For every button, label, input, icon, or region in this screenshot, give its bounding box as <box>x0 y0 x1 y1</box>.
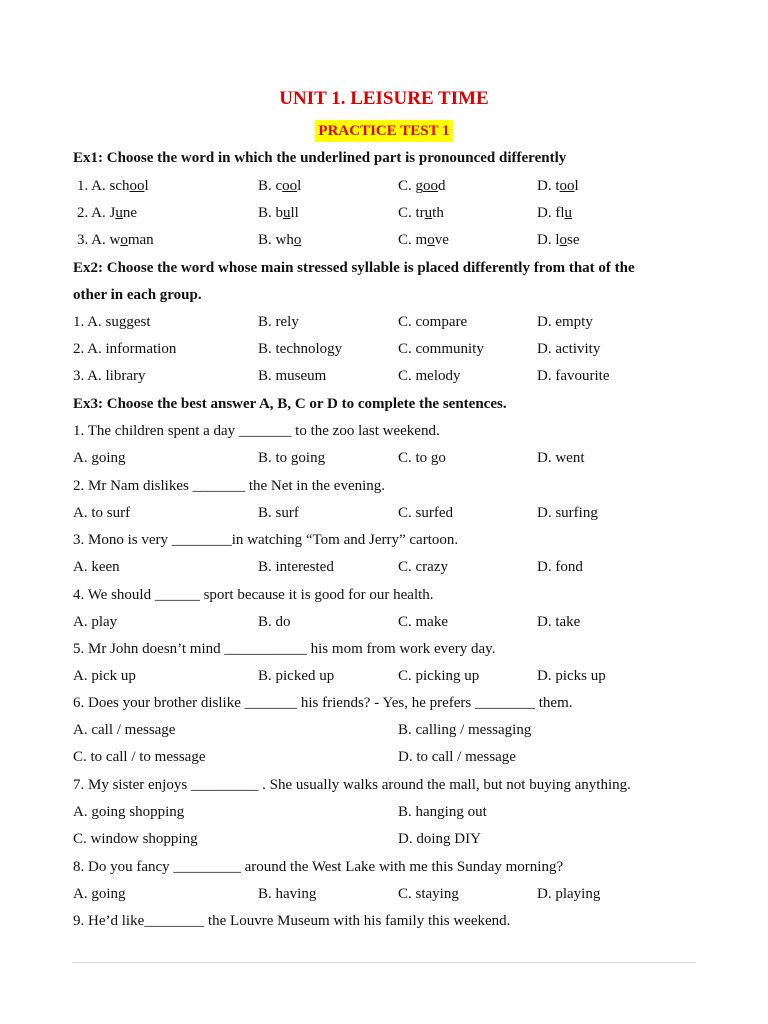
question-text: 7. My sister enjoys _________ . She usually walks around the mall, but not buying anything. <box>73 777 631 793</box>
answer-option: B. to going <box>258 450 326 466</box>
option-text: ne <box>122 205 138 221</box>
ex2-option: D. favourite <box>537 368 610 384</box>
underlined-part: oo <box>423 178 439 194</box>
option-text: B. wh <box>258 232 294 248</box>
ex2-option: 1. A. suggest <box>73 314 151 330</box>
ex2-heading-line2: other in each group. <box>73 287 202 303</box>
answer-option: D. take <box>537 614 581 630</box>
option-text: C. m <box>398 232 428 248</box>
answer-option: D. surfing <box>537 505 598 521</box>
ex2-option: 3. A. library <box>73 368 146 384</box>
underlined-part: oo <box>282 178 298 194</box>
answer-option: A. to surf <box>73 505 131 521</box>
footer-divider <box>72 962 696 963</box>
answer-option: A. call / message <box>73 722 176 738</box>
answer-option: C. staying <box>398 886 459 902</box>
question-text: 8. Do you fancy _________ around the West Lake with me this Sunday morning? <box>73 859 564 875</box>
ex1-option <box>398 203 444 223</box>
answer-option: A. keen <box>73 559 120 575</box>
unit-title: UNIT 1. LEISURE TIME <box>279 88 489 109</box>
question-text: 6. Does your brother dislike _______ his friends? - Yes, he prefers ________ them. <box>73 695 573 711</box>
option-text: D. t <box>537 178 560 194</box>
option-text: D. l <box>537 232 560 248</box>
answer-option: C. to call / to message <box>73 749 206 765</box>
answer-option: C. surfed <box>398 505 453 521</box>
ex1-option <box>77 230 154 250</box>
answer-option: C. to go <box>398 450 446 466</box>
question-text: 1. The children spent a day _______ to the zoo last weekend. <box>73 423 440 439</box>
answer-option: A. going <box>73 886 126 902</box>
answer-option: B. calling / messaging <box>398 722 532 738</box>
ex2-option: C. compare <box>398 314 468 330</box>
answer-option: B. do <box>258 614 291 630</box>
option-text: l <box>144 178 149 194</box>
question-text: 2. Mr Nam dislikes _______ the Net in the evening. <box>73 478 386 494</box>
question-text: 4. We should ______ sport because it is good for our health. <box>73 587 434 603</box>
underlined-part: u <box>283 205 291 221</box>
ex1-option <box>258 203 299 223</box>
question-text: 5. Mr John doesn’t mind ___________ his mom from work every day. <box>73 641 496 657</box>
ex3-heading: Ex3: Choose the best answer A, B, C or D to complete the sentences. <box>73 396 507 412</box>
subtitle-wrap <box>0 120 768 142</box>
ex1-option <box>537 230 580 250</box>
option-text: D. fl <box>537 205 565 221</box>
underlined-part: u <box>424 205 433 221</box>
ex1-option <box>398 230 449 250</box>
ex1-option <box>77 176 149 196</box>
answer-option: A. pick up <box>73 668 136 684</box>
answer-option: C. window shopping <box>73 831 198 847</box>
question-text: 9. He’d like________ the Louvre Museum with his family this weekend. <box>73 913 511 929</box>
answer-option: A. going <box>73 450 126 466</box>
option-text: C. g <box>398 178 424 194</box>
option-text: B. b <box>258 205 284 221</box>
answer-option: D. doing DIY <box>398 831 481 847</box>
ex2-option: B. technology <box>258 341 343 357</box>
option-text: 2. A. J <box>77 205 116 221</box>
ex1-option <box>537 176 579 196</box>
ex1-option <box>398 176 446 196</box>
underlined-part: oo <box>129 178 145 194</box>
option-text: C. tr <box>398 205 425 221</box>
ex2-option: D. empty <box>537 314 593 330</box>
ex1-option <box>77 203 137 223</box>
ex2-option: C. melody <box>398 368 461 384</box>
underlined-part: o <box>120 232 128 248</box>
option-text: 3. A. w <box>77 232 121 248</box>
option-text: 1. A. sch <box>77 178 130 194</box>
ex2-option: D. activity <box>537 341 601 357</box>
ex2-option: 2. A. information <box>73 341 177 357</box>
ex2-option: B. rely <box>258 314 299 330</box>
underlined-part: o <box>427 232 435 248</box>
underlined-part: oo <box>559 178 575 194</box>
answer-option: C. picking up <box>398 668 480 684</box>
answer-option: D. picks up <box>537 668 606 684</box>
answer-option: B. hanging out <box>398 804 487 820</box>
answer-option: B. picked up <box>258 668 335 684</box>
question-text: 3. Mono is very ________in watching “Tom and Jerry” cartoon. <box>73 532 459 548</box>
option-text: l <box>574 178 579 194</box>
practice-test-label: PRACTICE TEST 1 <box>315 120 452 142</box>
answer-option: A. going shopping <box>73 804 185 820</box>
ex1-option <box>537 203 572 223</box>
ex1-option <box>258 176 301 196</box>
option-text: l <box>297 178 302 194</box>
ex1-option <box>258 230 301 250</box>
option-text: man <box>127 232 154 248</box>
answer-option: C. make <box>398 614 448 630</box>
ex2-option: C. community <box>398 341 484 357</box>
answer-option: C. crazy <box>398 559 448 575</box>
answer-option: D. went <box>537 450 585 466</box>
ex2-option: B. museum <box>258 368 327 384</box>
option-text: B. c <box>258 178 283 194</box>
option-text: ll <box>290 205 299 221</box>
answer-option: A. play <box>73 614 118 630</box>
option-text: ve <box>434 232 449 248</box>
answer-option: B. interested <box>258 559 334 575</box>
answer-option: D. playing <box>537 886 601 902</box>
answer-option: B. surf <box>258 505 299 521</box>
ex1-heading: Ex1: Choose the word in which the underlined part is pronounced differently <box>73 150 567 166</box>
underlined-part: u <box>564 205 572 221</box>
option-text: d <box>438 178 446 194</box>
answer-option: D. to call / message <box>398 749 516 765</box>
answer-option: D. fond <box>537 559 583 575</box>
ex2-heading-line1: Ex2: Choose the word whose main stressed syllable is placed differently from that of the <box>73 260 635 276</box>
underlined-part: o <box>559 232 567 248</box>
underlined-part: o <box>293 232 302 248</box>
underlined-part: u <box>115 205 123 221</box>
option-text: th <box>432 205 444 221</box>
option-text: se <box>567 232 580 248</box>
answer-option: B. having <box>258 886 317 902</box>
